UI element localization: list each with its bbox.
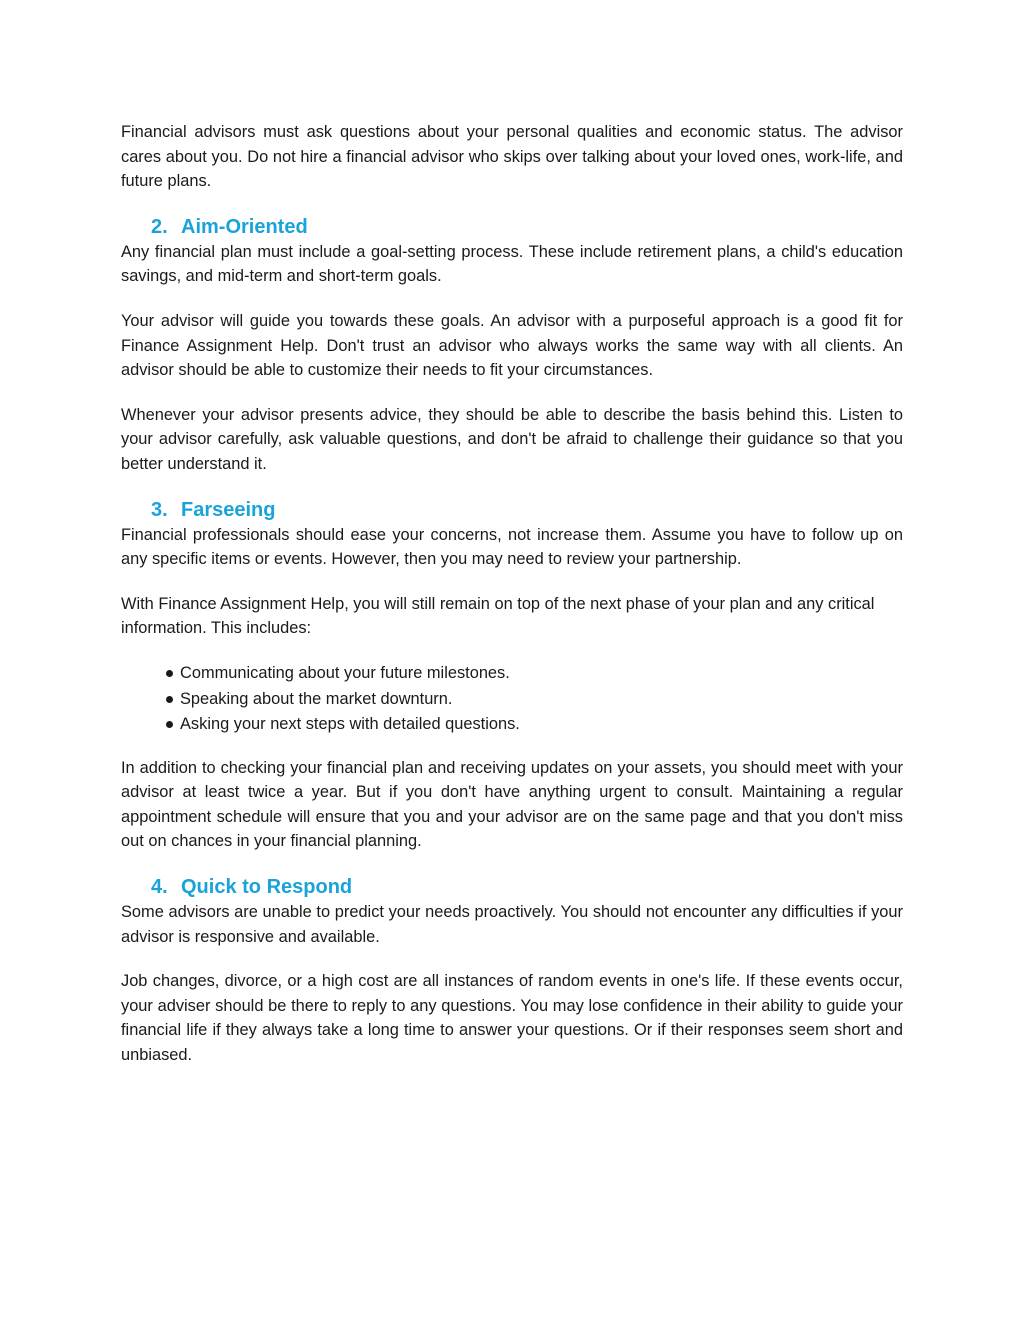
paragraph: Any financial plan must include a goal-setting process. These include retirement plans, a child's education savings, and mid-term and short-term goals. (121, 242, 903, 286)
section-title: Quick to Respond (181, 876, 353, 899)
list-item (166, 712, 903, 738)
bullet-icon (166, 696, 173, 703)
section-heading-aim-oriented (121, 214, 903, 240)
document-page (121, 120, 903, 1088)
list-item-text: Speaking about the market downturn. (180, 689, 453, 708)
paragraph: Some advisors are unable to predict your needs proactively. You should not encounter any difficulties if your advisor is responsive and available. (121, 903, 903, 946)
list-item (166, 687, 903, 713)
paragraph: In addition to checking your financial plan and receiving updates on your assets, you should meet with your advisor at least twice a year. But if you don't have anything urgent to consult. Maintaining a regular appointment schedule will ensure that you and your advisor are on the same page and that you don't miss out on chances in your financial planning. (121, 758, 903, 851)
list-item-text: Asking your next steps with detailed questions. (180, 715, 520, 734)
section-number: 2. (151, 215, 168, 238)
section-title: Farseeing (181, 498, 276, 521)
section-number: 3. (151, 498, 168, 521)
list-item (166, 661, 903, 687)
bullet-icon (166, 721, 173, 728)
paragraph: Job changes, divorce, or a high cost are all instances of random events in one's life. If these events occur, your adviser should be there to reply to any questions. You may lose confidence in their ability to guide your financial life if they always take a long time to answer your questions. Or if their responses seem short and unbiased. (121, 972, 903, 1065)
bullet-icon (166, 670, 173, 677)
list-item-text: Communicating about your future milestones. (180, 663, 510, 682)
paragraph: Financial professionals should ease your concerns, not increase them. Assume you have to follow up on any specific items or events. However, then you may need to review your partnership. (121, 525, 903, 569)
section-heading-farseeing (121, 497, 903, 523)
paragraph: With Finance Assignment Help, you will still remain on top of the next phase of your plan and any critical information. This includes: (121, 594, 875, 638)
paragraph: Whenever your advisor presents advice, they should be able to describe the basis behind this. Listen to your advisor carefully, ask valuable questions, and don't be afraid to challenge their guidance so that you better understand it. (121, 405, 903, 473)
section-number: 4. (151, 876, 168, 899)
bullet-list (121, 661, 903, 738)
section-heading-quick-to-respond (121, 874, 903, 900)
section-title: Aim-Oriented (181, 215, 308, 238)
paragraph: Your advisor will guide you towards these goals. An advisor with a purposeful approach is a good fit for Finance Assignment Help. Don't trust an advisor who always works the same way with all clients. An advisor should be able to customize their needs to fit your circumstances. (121, 311, 903, 380)
intro-paragraph: Financial advisors must ask questions about your personal qualities and economic status. The advisor cares about you. Do not hire a financial advisor who skips over talking about your loved ones, work-life, and future plans. (121, 123, 903, 191)
